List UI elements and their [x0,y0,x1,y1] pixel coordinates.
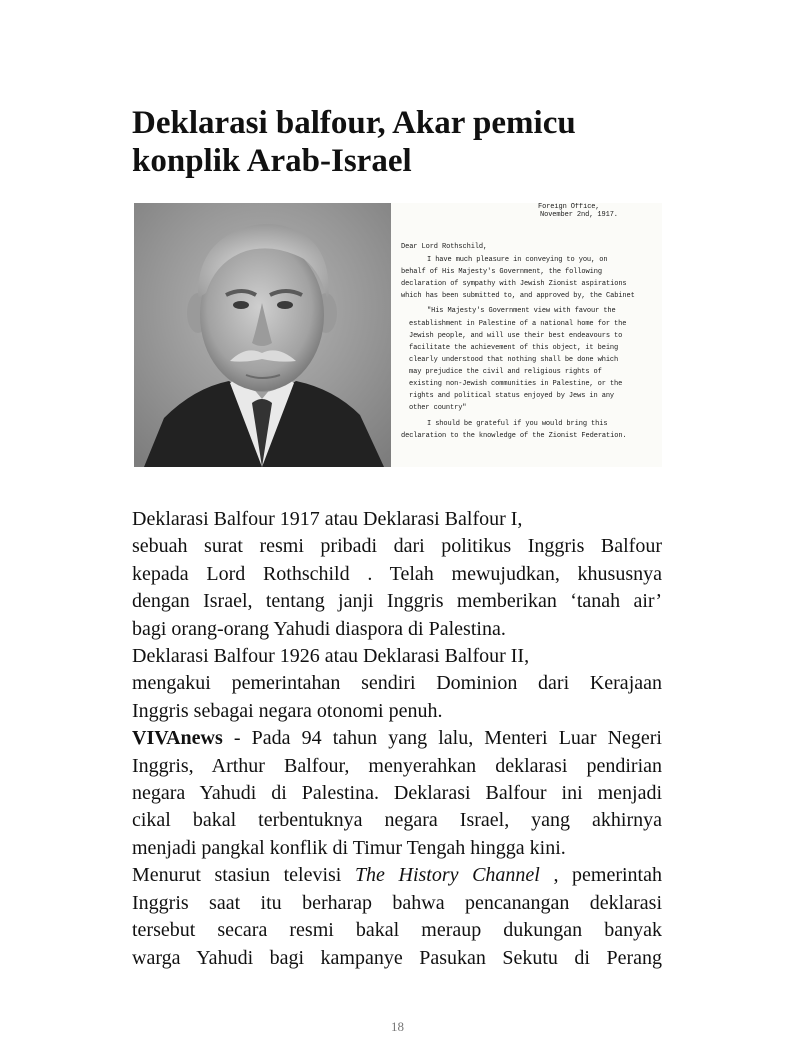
text-line: cikal bakal terbentuknya negara Israel, yang akhirnya [132,809,662,832]
letter-line: I should be grateful if you would bring this [427,420,608,428]
letter-line: other country" [409,404,467,412]
paragraph-balfour-1917 [132,506,662,643]
letter-line: Jewish people, and will use their best endeavours to [409,332,623,340]
page-title: Deklarasi balfour, Akar pemicu konplik Arab-Israel [132,105,576,179]
paragraph-history-channel [132,862,662,972]
text-line: Deklarasi Balfour 1917 atau Deklarasi Balfour I, [132,508,523,530]
text-line: sebuah surat resmi pribadi dari politikus Inggris Balfour [132,535,662,558]
text-line: Inggris saat itu berharap bahwa pencanangan deklarasi [132,891,662,914]
text-segment: , pemerintah [539,864,662,887]
letter-line: facilitate the achievement of this object, it being [409,344,619,352]
article-body [132,506,662,972]
letter-line: rights and political status enjoyed by Jews in any [409,392,615,400]
text-line: Inggris, Arthur Balfour, menyerahkan deklarasi pendirian [132,754,662,777]
text-line: kepada Lord Rothschild . Telah mewujudkan, khususnya [132,562,662,585]
letter-line: behalf of His Majesty's Government, the following [401,268,602,276]
text-line: bagi orang-orang Yahudi diaspora di Palestina. [132,617,506,640]
letter-line: which has been submitted to, and approved by, the Cabinet [401,292,635,300]
text-line: warga Yahudi bagi kampanye Pasukan Sekutu di Perang [132,946,662,969]
paragraph-balfour-1926 [132,643,662,725]
text-line: dengan Israel, tentang janji Inggris memberikan ‘tanah air’ [132,590,662,613]
text-line: Inggris sebagai negara otonomi penuh. [132,699,443,722]
balfour-figure [134,203,662,467]
balfour-portrait-image [134,203,391,467]
text-line [132,725,662,752]
letter-line: may prejudice the civil and religious rights of [409,368,602,376]
letter-line: existing non-Jewish communities in Palestine, or the [409,380,623,388]
letter-header: Foreign Office, [538,203,600,211]
text-line: tersebut secara resmi bakal meraup dukungan banyak [132,919,662,942]
letter-line: clearly understood that nothing shall be done which [409,356,619,364]
letter-date: November 2nd, 1917. [540,211,618,219]
letter-line: establishment in Palestine of a national home for the [409,320,627,328]
text-line [132,862,662,889]
text-line: negara Yahudi di Palestina. Deklarasi Balfour ini menjadi [132,782,662,805]
letter-line: declaration of sympathy with Jewish Zionist aspirations [401,280,627,288]
declaration-letter-image [391,203,662,467]
letter-line: declaration to the knowledge of the Zionist Federation. [401,432,627,440]
letter-line: I have much pleasure in conveying to you, on [427,256,608,264]
paragraph-vivanews [132,725,662,862]
source-vivanews: VIVAnews [132,727,223,750]
text-line: mengakui pemerintahan sendiri Dominion dari Kerajaan [132,672,662,695]
source-history-channel: The History Channel [354,864,540,887]
text-segment: Menurut stasiun televisi [132,864,355,887]
letter-salutation: Dear Lord Rothschild, [401,243,488,251]
text-line: menjadi pangkal konflik di Timur Tengah hingga kini. [132,836,566,859]
page-number: 18 [391,1019,404,1034]
letter-line: "His Majesty's Government view with favour the [427,307,616,315]
text-segment: - Pada 94 tahun yang lalu, Menteri Luar Negeri [222,727,662,750]
text-line: Deklarasi Balfour 1926 atau Deklarasi Balfour II, [132,645,530,668]
